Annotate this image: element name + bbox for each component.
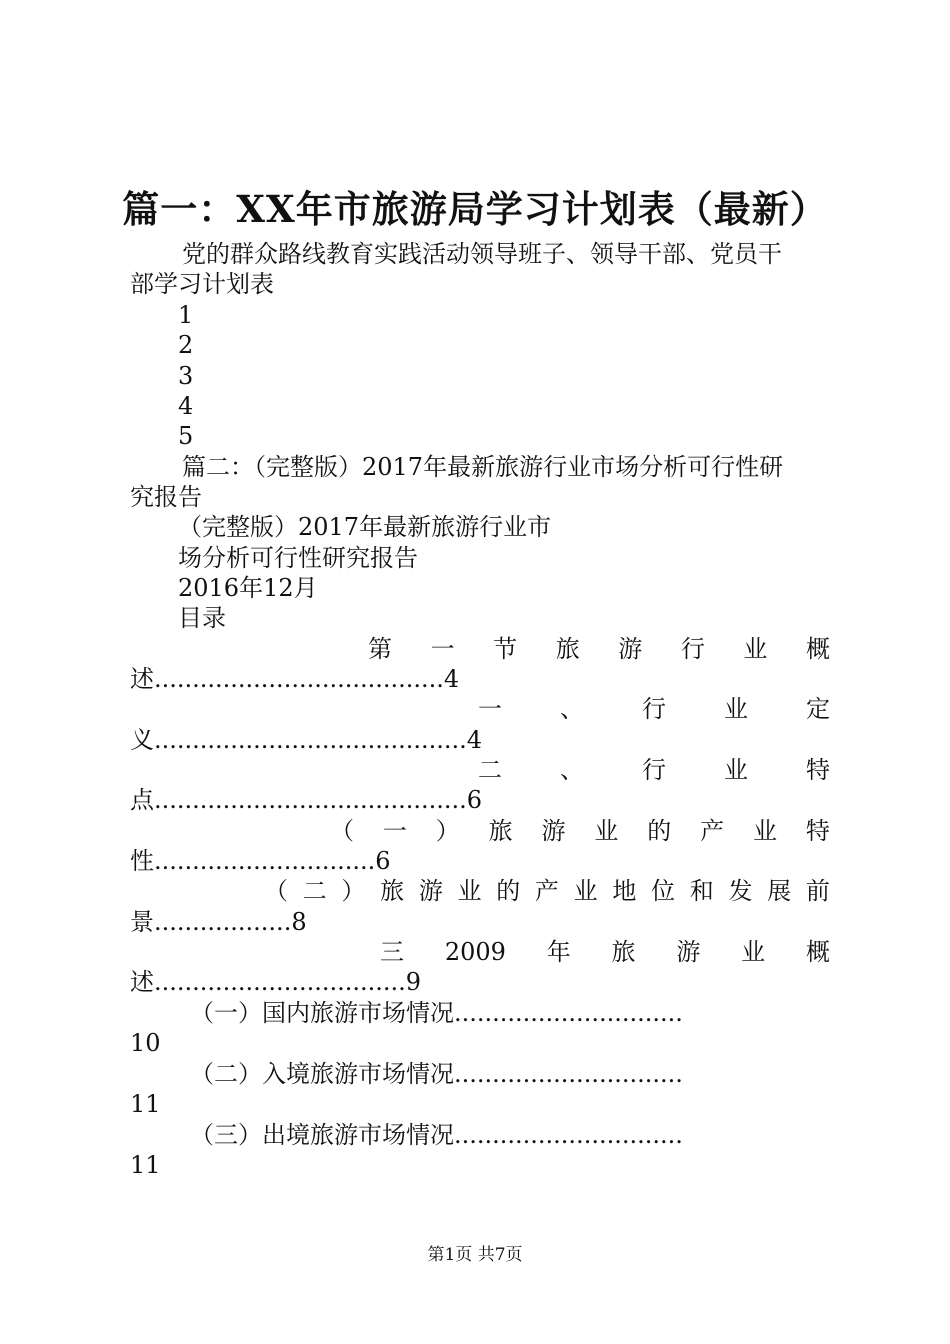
sub-toc-2-line: （二）入境旅游市场情况.............................. [190, 1060, 683, 1088]
paragraph-1-line-2: 部学习计划表 [130, 270, 274, 298]
number-item-4: 4 [178, 392, 194, 420]
toc-entry-5-tail: 景..................8 [130, 908, 307, 936]
report-date: 2016年12月 [178, 574, 318, 602]
toc-title: 目录 [178, 604, 226, 632]
sub-toc-2-page: 11 [130, 1090, 161, 1118]
sub-toc-3-line: （三）出境旅游市场情况.............................. [190, 1121, 683, 1149]
toc-entry-3-tail: 点.........................................6 [130, 786, 483, 814]
number-item-1: 1 [178, 301, 194, 329]
report-subtitle-line-1: （完整版）2017年最新旅游行业市 [178, 513, 552, 541]
toc-entry-4-tail: 性.............................6 [130, 847, 391, 875]
sub-toc-1-line: （一）国内旅游市场情况.............................. [190, 999, 683, 1027]
report-subtitle-line-2: 场分析可行性研究报告 [178, 544, 418, 572]
sub-toc-1-page: 10 [130, 1029, 161, 1057]
toc-entry-6-tail: 述.................................9 [130, 968, 422, 996]
page-footer: 第1页 共7页 [427, 1245, 523, 1265]
toc-entry-2-tail: 义.........................................4 [130, 726, 483, 754]
toc-entry-1-tail: 述......................................4 [130, 665, 460, 693]
paragraph-2-line-2: 究报告 [130, 483, 202, 511]
toc-entry-5-head: （ 二 ） 旅 游 业 的 产 业 地 位 和 发 展 前 [264, 877, 830, 905]
paragraph-1-line-1: 党的群众路线教育实践活动领导班子、领导干部、党员干 [182, 240, 782, 268]
number-item-5: 5 [178, 422, 194, 450]
sub-toc-3-page: 11 [130, 1151, 161, 1179]
toc-entry-2-head: 一 、 行 业 定 [478, 695, 830, 723]
paragraph-2-line-1: 篇二：（完整版）2017年最新旅游行业市场分析可行性研 [182, 453, 784, 481]
number-item-3: 3 [178, 362, 194, 390]
toc-entry-6-head: 三 2009 年 旅 游 业 概 [380, 938, 830, 966]
toc-entry-4-head: （ 一 ） 旅 游 业 的 产 业 特 [330, 817, 830, 845]
toc-entry-3-head: 二 、 行 业 特 [478, 756, 830, 784]
document-title: 篇一：XX年市旅游局学习计划表（最新） [122, 187, 828, 231]
number-item-2: 2 [178, 331, 194, 359]
toc-entry-1-head: 第 一 节 旅 游 行 业 概 [368, 635, 830, 663]
